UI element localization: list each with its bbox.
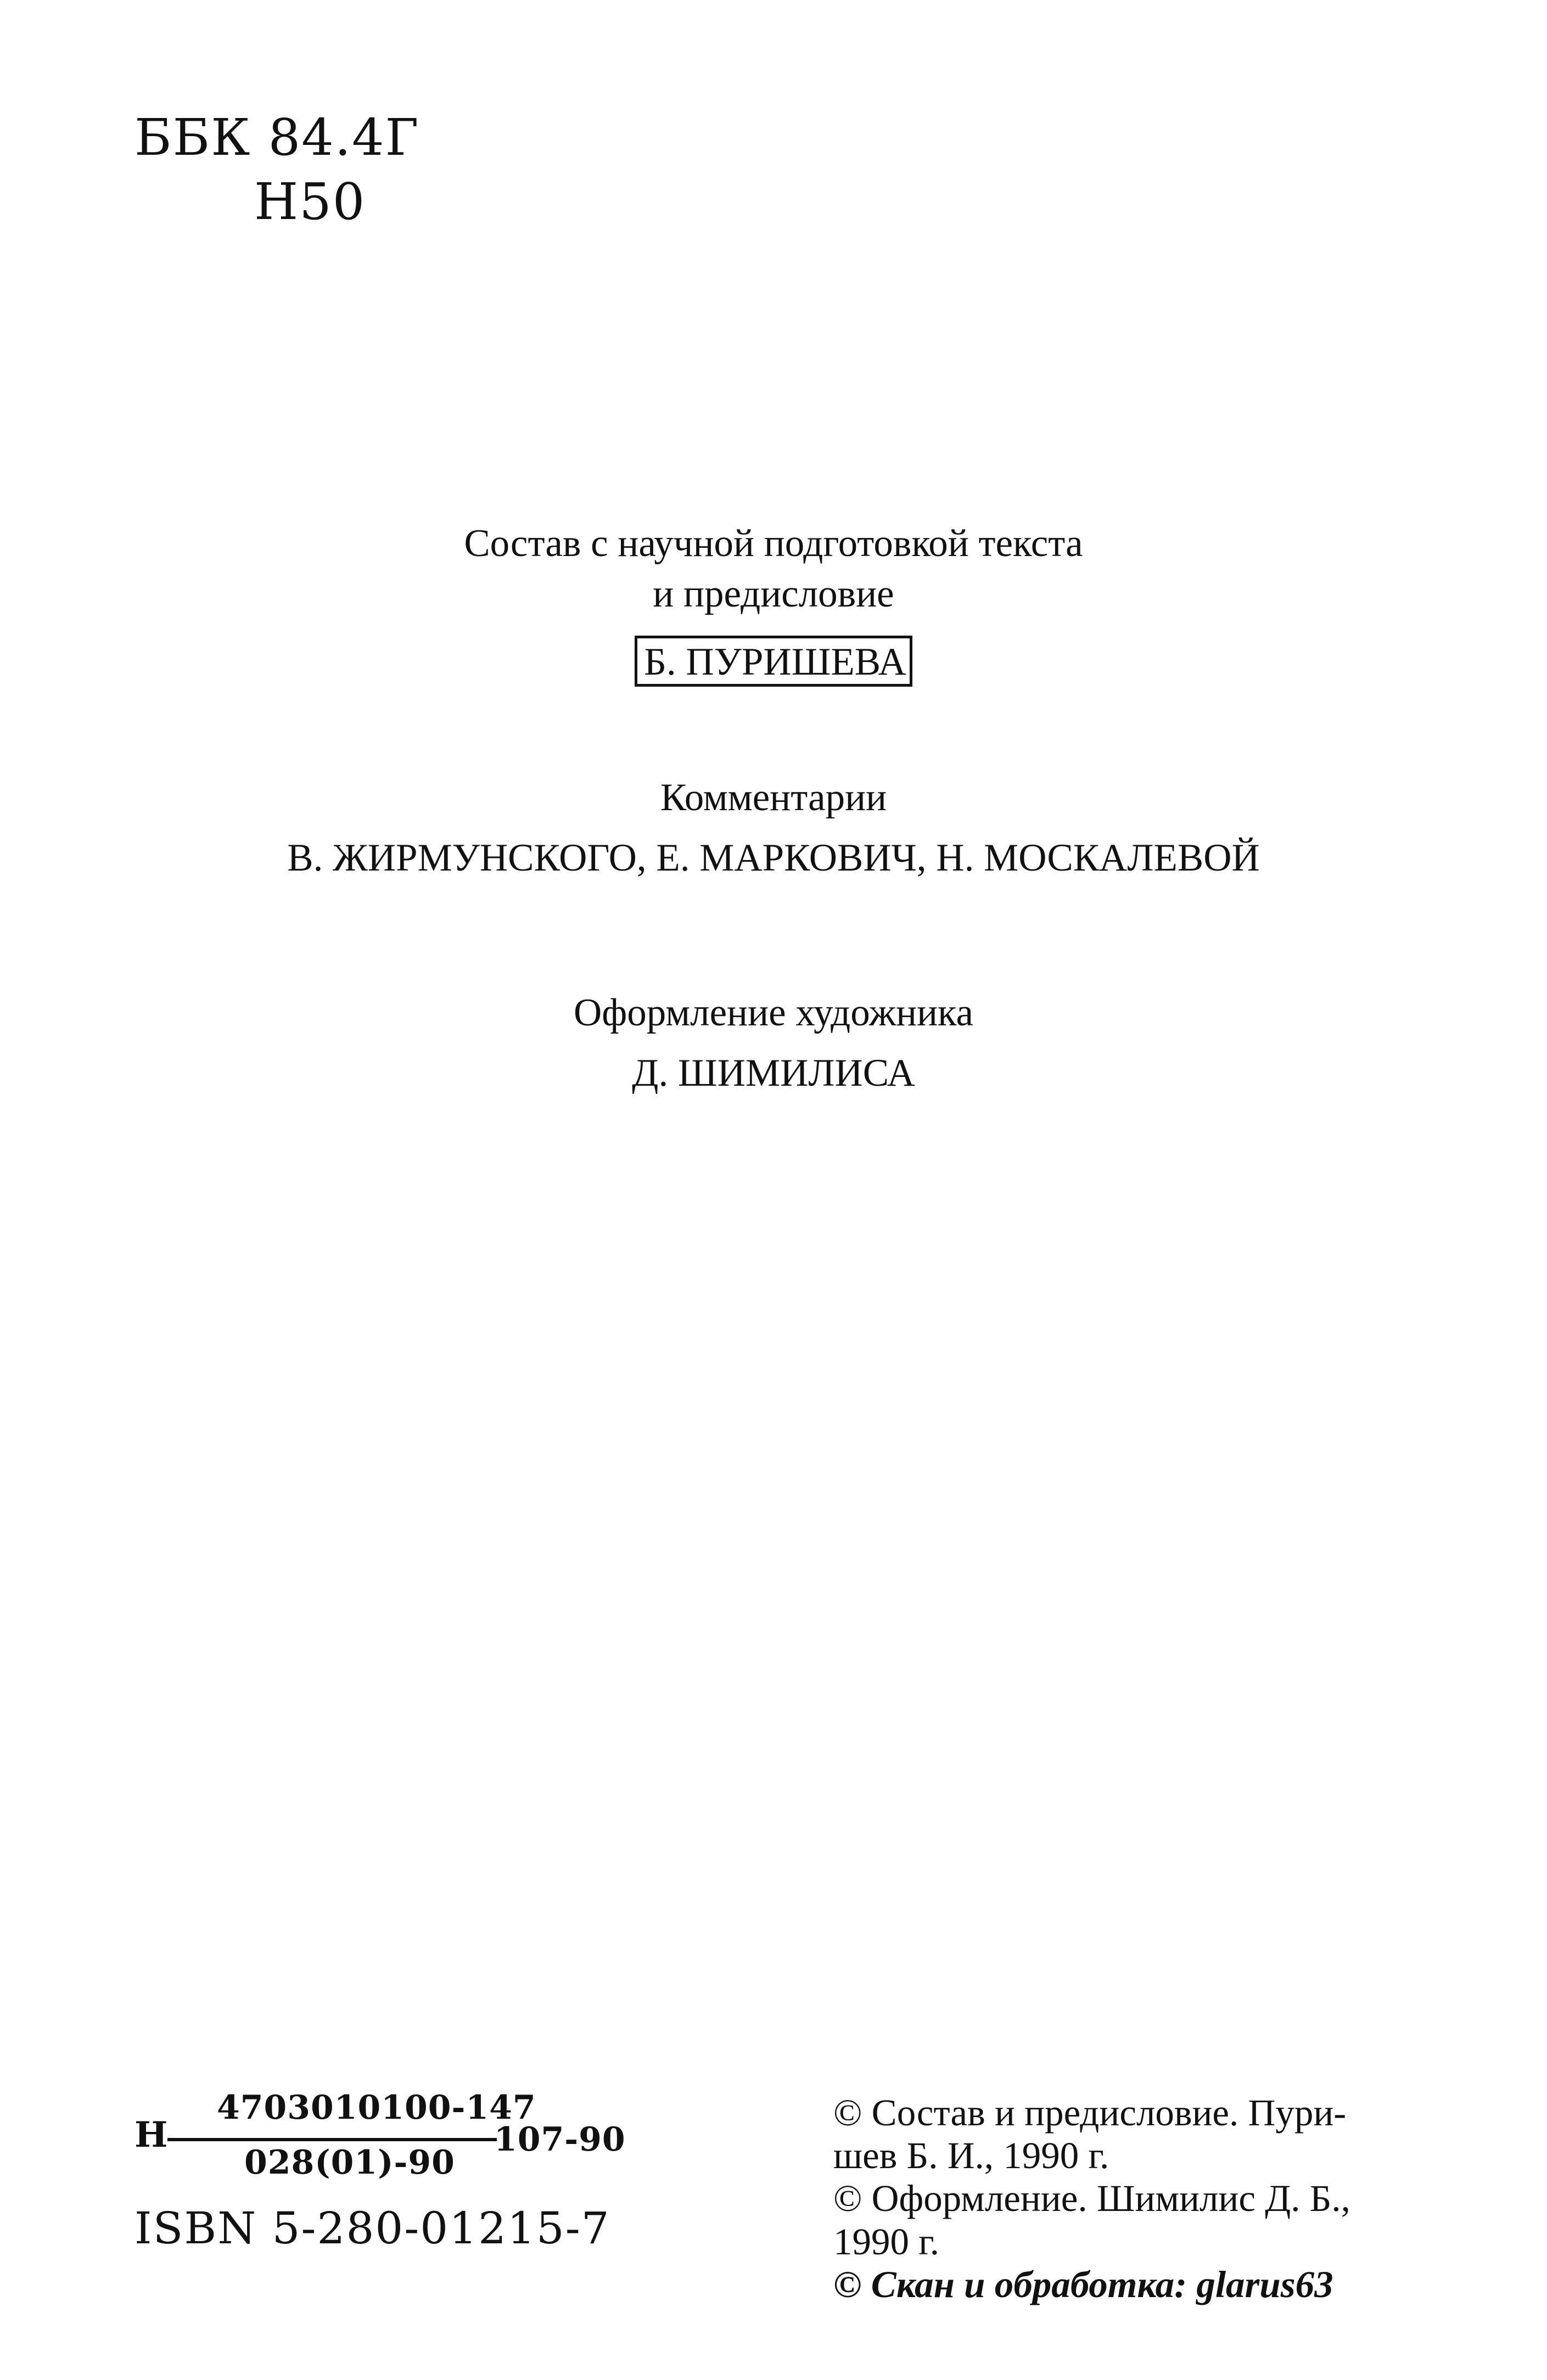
publishing-code-denominator: 028(01)-90: [244, 2143, 455, 2182]
isbn: ISBN 5-280-01215-7: [134, 2203, 610, 2254]
copyright-line: шев Б. И., 1990 г.: [833, 2135, 1109, 2176]
publishing-code-suffix: 107-90: [494, 2120, 626, 2159]
copyright-line: © Состав и предисловие. Пури-: [833, 2092, 1347, 2134]
copyright-line: © Оформление. Шимилис Д. Б.,: [833, 2177, 1350, 2219]
commentary-names: В. ЖИРМУНСКОГО, Е. МАРКОВИЧ, Н. МОСКАЛЕВОЙ: [287, 837, 1260, 879]
publishing-code-numerator: 4703010100-147: [217, 2089, 536, 2127]
commentary-label: Комментарии: [660, 776, 887, 819]
author-sign: Н50: [254, 172, 366, 231]
compilation-label-line1: Состав с научной подготовкой текста: [464, 522, 1083, 565]
publishing-code-letter: Н: [134, 2114, 168, 2156]
designer-name: Д. ШИМИЛИСА: [632, 1052, 915, 1094]
publishing-code-rule: [167, 2138, 497, 2141]
copyright-line-scan: © Скан и обработка: glarus63: [833, 2264, 1333, 2305]
compiler-name: Б. ПУРИШЕВА: [635, 636, 912, 687]
compilation-label-line2: и предисловие: [653, 572, 894, 615]
design-label: Оформление художника: [574, 991, 973, 1034]
compiler-name-frame: [0, 636, 1547, 687]
bbk-code: ББК 84.4Г: [134, 108, 420, 167]
copyright-line: 1990 г.: [833, 2221, 940, 2263]
